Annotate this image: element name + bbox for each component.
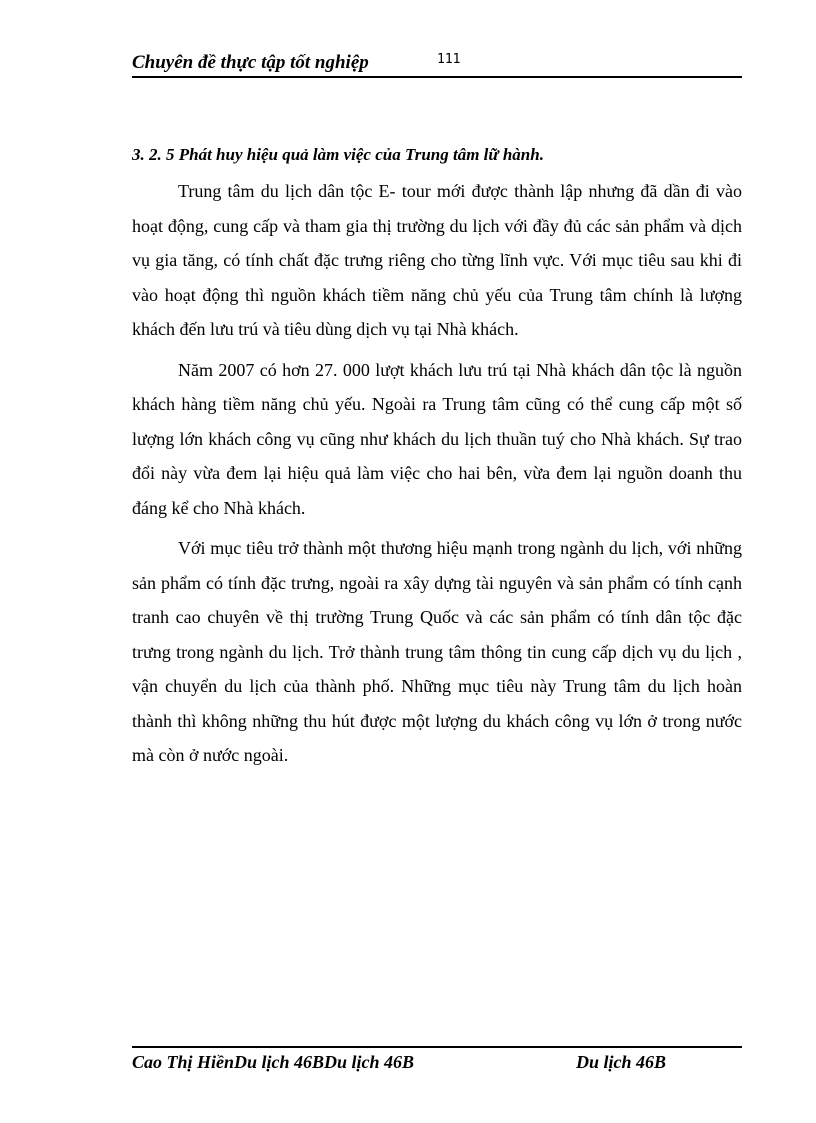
header-title: Chuyên đề thực tập tốt nghiệp: [132, 52, 369, 73]
page-footer: [132, 1046, 742, 1076]
main-content: [132, 142, 742, 773]
body-paragraph-1: Trung tâm du lịch dân tộc E- tour mới được thành lập nhưng đã dần đi vào hoạt động, cung cấp và tham gia thị trường du lịch với đầy đủ các sản phẩm và dịch vụ gia tăng, có tính chất đặc trưng riêng cho từng lĩnh vực. Với mục tiêu sau khi đi vào hoạt động thì nguồn khách tiềm năng chủ yếu của Trung tâm chính là lượng khách đến lưu trú và tiêu dùng dịch vụ tại Nhà khách.: [132, 181, 742, 339]
page-header: [132, 50, 742, 78]
footer-author: Cao Thị HiềnDu lịch 46BDu lịch 46B: [132, 1052, 415, 1072]
section-heading: 3. 2. 5 Phát huy hiệu quả làm việc của Trung tâm lữ hành.: [132, 145, 544, 164]
footer-class: Du lịch 46B: [576, 1052, 667, 1072]
page-number: 111: [437, 52, 461, 67]
body-paragraph-2: Năm 2007 có hơn 27. 000 lượt khách lưu trú tại Nhà khách dân tộc là nguồn khách hàng tiềm năng chủ yếu. Ngoài ra Trung tâm cũng có thể cung cấp một số lượng lớn khách công vụ cũng như khách du lịch thuần tuý cho Nhà khách. Sự trao đổi này vừa đem lại hiệu quả làm việc cho hai bên, vừa đem lại nguồn doanh thu đáng kể cho Nhà khách.: [132, 359, 742, 518]
body-paragraph-3: Với mục tiêu trở thành một thương hiệu mạnh trong ngành du lịch, với những sản phẩm có tính đặc trưng, ngoài ra xây dựng tài nguyên và sản phẩm có tính cạnh tranh cao chuyên về thị trường Trung Quốc và các sản phẩm có tính dân tộc đặc trưng trong ngành du lịch. Trở thành trung tâm thông tin cung cấp dịch vụ du lịch , vận chuyển du lịch của thành phố. Những mục tiêu này Trung tâm du lịch hoàn thành thì không những thu hút được một lượng du khách công vụ lớn ở trong nước mà còn ở nước ngoài.: [132, 538, 742, 765]
